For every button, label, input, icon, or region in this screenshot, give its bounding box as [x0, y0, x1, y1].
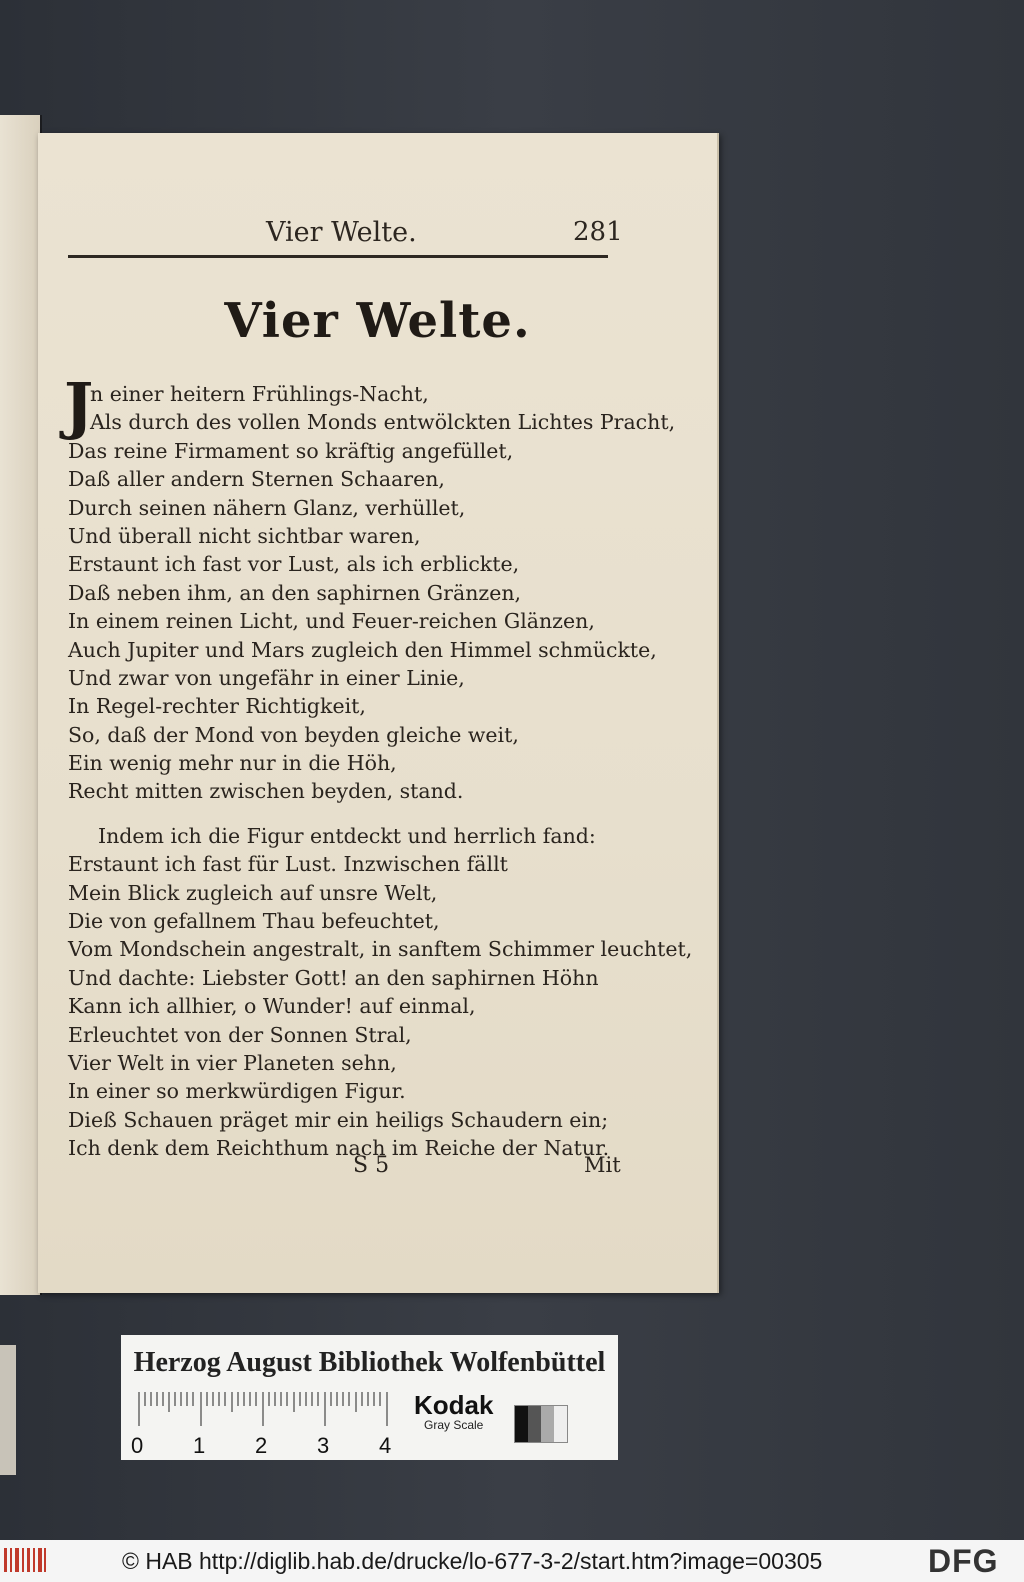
poem: [64, 369, 693, 1163]
poem-line: Daß aller andern Sternen Schaaren,: [68, 467, 445, 492]
poem-line: Vier Welt in vier Planeten sehn,: [68, 1050, 397, 1075]
stanza-2: [68, 822, 693, 1163]
poem-line: Ich denk dem Reichthum nach im Reiche der Natur.: [68, 1136, 610, 1161]
source-url[interactable]: © HAB http://diglib.hab.de/drucke/lo-677-3-2/start.htm?image=00305: [122, 1548, 823, 1574]
poem-line: Recht mitten zwischen beyden, stand.: [68, 779, 464, 804]
poem-line: In einer so merkwürdigen Figur.: [68, 1079, 406, 1104]
drop-cap: J: [64, 369, 94, 442]
ruler-number: 0: [131, 1433, 144, 1458]
gray-scale-label: Gray Scale: [424, 1418, 484, 1432]
poem-line: Und dachte: Liebster Gott! an den saphirnen Höhn: [68, 965, 599, 990]
poem-line: Kann ich allhier, o Wunder! auf einmal,: [68, 994, 476, 1019]
poem-line: Indem ich die Figur entdeckt und herrlich fand:: [98, 823, 596, 848]
header-rule: [68, 255, 608, 258]
kodak-logo: Kodak: [414, 1390, 494, 1420]
poem-line: Und zwar von ungefähr in einer Linie,: [68, 665, 465, 690]
poem-line: So, daß der Mond von beyden gleiche weit,: [68, 722, 519, 747]
poem-line: Und überall nicht sichtbar waren,: [68, 523, 421, 548]
poem-line: Daß neben ihm, an den saphirnen Gränzen,: [68, 580, 522, 605]
catchword: Mit: [584, 1153, 621, 1177]
ruler-number: 2: [255, 1433, 268, 1458]
stanza-1: [64, 369, 676, 806]
poem-line-text: n einer heitern Frühlings-Nacht,: [90, 382, 429, 406]
signature-mark: S 5: [353, 1153, 390, 1178]
hab-barcode-icon: [2, 1544, 48, 1576]
poem-line: Die von gefallnem Thau befeuchtet,: [68, 909, 440, 934]
poem-line: Ein wenig mehr nur in die Höh,: [68, 751, 397, 776]
poem-line: Das reine Firmament so kräftig angefüllet,: [68, 438, 514, 463]
poem-line: In Regel-rechter Richtigkeit,: [68, 694, 366, 719]
running-head: Vier Welte.: [266, 217, 417, 248]
ruler-number: 1: [193, 1433, 206, 1458]
dfg-logo: DFG: [928, 1543, 999, 1579]
ruler-numbers: [131, 1433, 401, 1457]
ruler-scale: [137, 1392, 397, 1428]
left-card-fragment: [0, 1345, 16, 1475]
poem-line: Auch Jupiter und Mars zugleich den Himmel schmückte,: [68, 637, 657, 662]
poem-line: Als durch des vollen Monds entwölckten Lichtes Pracht,: [90, 410, 676, 435]
poem-line: Vom Mondschein angestralt, in sanftem Schimmer leuchtet,: [68, 937, 693, 962]
footer-bar: [0, 1540, 1024, 1582]
library-name: Herzog August Bibliothek Wolfenbüttel: [133, 1347, 606, 1378]
ruler-number: 3: [317, 1433, 330, 1458]
poem-line: Erstaunt ich fast für Lust. Inzwischen fällt: [68, 852, 508, 877]
poem-line: Erstaunt ich fast vor Lust, als ich erblickte,: [68, 552, 520, 577]
gray-scale-patch: [514, 1405, 568, 1443]
poem-line: Durch seinen nähern Glanz, verhüllet,: [68, 495, 466, 520]
poem-line: In einem reinen Licht, und Feuer-reichen Glänzen,: [68, 609, 595, 634]
poem-line: Dieß Schauen präget mir ein heiligs Schaudern ein;: [68, 1107, 609, 1132]
poem-line: Mein Blick zugleich auf unsre Welt,: [68, 880, 438, 905]
book-page: [38, 133, 719, 1293]
page-number: 281: [573, 217, 623, 247]
color-target-card: [121, 1335, 618, 1460]
previous-leaf-edge: [0, 115, 42, 1295]
page-title: Vier Welte.: [224, 293, 531, 349]
poem-line: Erleuchtet von der Sonnen Stral,: [68, 1022, 412, 1047]
ruler-number: 4: [379, 1433, 392, 1458]
